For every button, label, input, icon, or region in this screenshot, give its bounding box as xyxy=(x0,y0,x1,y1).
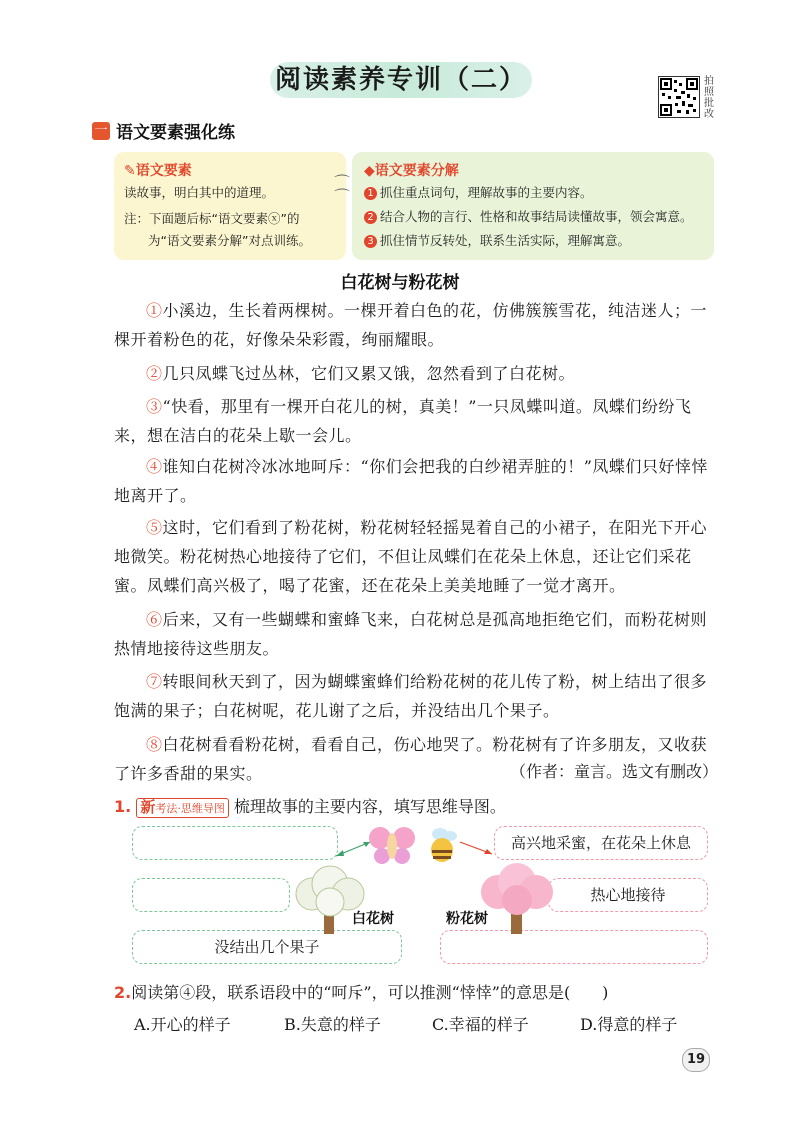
section-number: 一 xyxy=(92,122,110,140)
badge-small: 考法·思维导图 xyxy=(155,801,225,815)
story-paragraph xyxy=(114,359,718,388)
paragraph-number: ④ xyxy=(146,457,163,476)
paragraph-text: 小溪边，生长着两棵树。一棵开着白色的花，仿佛簇簇雪花，纯洁迷人；一棵开着粉色的花，好像朵朵彩霞，绚丽耀眼。 xyxy=(114,301,708,349)
tree-label-pink: 粉花树 xyxy=(446,911,488,927)
paragraph-text: 白花树看看粉花树，看看自己，伤心地哭了。粉花树有了许多朋友，又收获了许多香甜的果实。 xyxy=(114,735,708,783)
element-box-note2: 为“语文要素分解”对点训练。 xyxy=(148,233,311,248)
story-title: 白花树与粉花树 xyxy=(340,273,460,293)
decomposition-item xyxy=(364,182,593,204)
decomposition-item-text: 抓住情节反转处，联系生活实际，理解寓意。 xyxy=(380,233,631,248)
badge-big: 新 xyxy=(140,797,156,816)
element-box-line: 读故事，明白其中的道理。 xyxy=(124,185,275,200)
decomposition-item-text: 结合人物的言行、性格和故事结局读懂故事，领会寓意。 xyxy=(380,209,693,224)
paragraph-text: 后来，又有一些蝴蝶和蜜蜂飞来，白花树总是孤高地拒绝它们，而粉花树则热情地接待这些朋友。 xyxy=(114,610,708,658)
tree-label-white: 白花树 xyxy=(352,911,394,927)
butterfly-icon xyxy=(369,827,415,864)
paragraph-number: ⑤ xyxy=(146,518,163,537)
question-text: 梳理故事的主要内容，填写思维导图。 xyxy=(233,797,506,816)
decomposition-box-head xyxy=(364,160,459,180)
tag-icon: ◆ xyxy=(364,163,375,179)
mindmap-answer-box-white-2[interactable] xyxy=(132,878,290,912)
story-paragraph xyxy=(114,452,718,510)
paragraph-number: ⑦ xyxy=(146,672,163,691)
option-b[interactable]: B.失意的样子 xyxy=(284,1015,381,1034)
section-title: 语文要素强化练 xyxy=(116,123,235,143)
mindmap-box-text: 高兴地采蜜，在花朵上休息 xyxy=(510,834,691,852)
page-number: 19 xyxy=(682,1048,710,1072)
question-1 xyxy=(114,794,506,818)
mindmap-answer-box-white-1[interactable] xyxy=(132,826,338,860)
mindmap-answer-box-pink-2[interactable] xyxy=(548,878,708,912)
paragraph-text: 几只凤蝶飞过丛林，它们又累又饿，忽然看到了白花树。 xyxy=(162,364,576,383)
page-title: 阅读素养专训（二） xyxy=(274,65,527,95)
mindmap-answer-box-pink-1[interactable] xyxy=(494,826,708,860)
story-paragraph xyxy=(114,296,718,354)
mindmap-box-text: 没结出几个果子 xyxy=(214,938,320,956)
option-c[interactable]: C.幸福的样子 xyxy=(432,1015,529,1034)
paragraph-text: 谁知白花树冷冰冰地呵斥：“你们会把我的白纱裙弄脏的！”凤蝶们只好悻悻地离开了。 xyxy=(114,457,708,505)
paragraph-text: “快看，那里有一棵开白花儿的树，真美！”一只凤蝶叫道。凤蝶们纷纷飞来，想在洁白的花朵上歇一会儿。 xyxy=(114,397,692,445)
mindmap-box-text: 热心地接待 xyxy=(590,886,666,904)
pencil-icon: ✎ xyxy=(124,163,136,179)
number-badge: 3 xyxy=(364,235,377,248)
number-badge: 1 xyxy=(364,187,377,200)
decomposition-box xyxy=(352,152,714,260)
story-paragraph xyxy=(114,392,718,450)
decomposition-item xyxy=(364,230,630,252)
element-box xyxy=(114,152,346,260)
bee-icon xyxy=(431,828,457,862)
qr-label: 拍照批改 xyxy=(704,76,714,120)
question-number: 2. xyxy=(114,983,132,1002)
element-box-note1: 注：下面题后标“语文要素ⓧ”的 xyxy=(124,211,300,226)
option-a[interactable]: A.开心的样子 xyxy=(134,1015,231,1034)
new-question-badge xyxy=(136,798,229,818)
decomposition-item-text: 抓住重点词句，理解故事的主要内容。 xyxy=(380,185,593,200)
paragraph-text: 转眼间秋天到了，因为蝴蝶蜜蜂们给粉花树的花儿传了粉，树上结出了很多饱满的果子；白花树呢，花儿谢了之后，并没结出几个果子。 xyxy=(114,672,708,720)
paragraph-number: ③ xyxy=(146,397,163,416)
paragraph-number: ② xyxy=(146,364,163,383)
paragraph-number: ⑥ xyxy=(146,610,163,629)
pink-tree-illustration xyxy=(476,862,558,936)
element-box-head-text: 语文要素 xyxy=(135,163,192,179)
paragraph-text: 这时，它们看到了粉花树，粉花树轻轻摇晃着自己的小裙子，在阳光下开心地微笑。粉花树热心地接待了它们，不但让凤蝶们在花朵上休息，还让它们采花蜜。凤蝶们高兴极了，喝了花蜜，还在花朵上美美地睡了一觉才离开。 xyxy=(114,518,708,595)
qr-code[interactable] xyxy=(658,76,700,118)
story-paragraph xyxy=(114,667,718,725)
arrowhead-left xyxy=(336,850,344,856)
butterfly-bee-illustration xyxy=(366,824,458,868)
element-box-head xyxy=(124,160,192,180)
paragraph-number: ⑧ xyxy=(146,735,163,754)
number-badge: 2 xyxy=(364,211,377,224)
option-d[interactable]: D.得意的样子 xyxy=(580,1015,678,1034)
decomposition-box-head-text: 语文要素分解 xyxy=(374,163,459,179)
question-2 xyxy=(114,980,608,1003)
box-connector: ⌒ ⌒ xyxy=(334,173,351,206)
story-paragraph xyxy=(114,605,718,663)
story-source: （作者：童言。选文有删改） xyxy=(509,762,718,781)
story-paragraph xyxy=(114,513,718,600)
qr-code-icon xyxy=(659,77,699,117)
decomposition-item xyxy=(364,206,693,228)
question-text: 阅读第④段，联系语段中的“呵斥”，可以推测“悻悻”的意思是( ) xyxy=(131,983,609,1002)
question-number: 1. xyxy=(114,797,132,816)
paragraph-number: ① xyxy=(146,301,163,320)
